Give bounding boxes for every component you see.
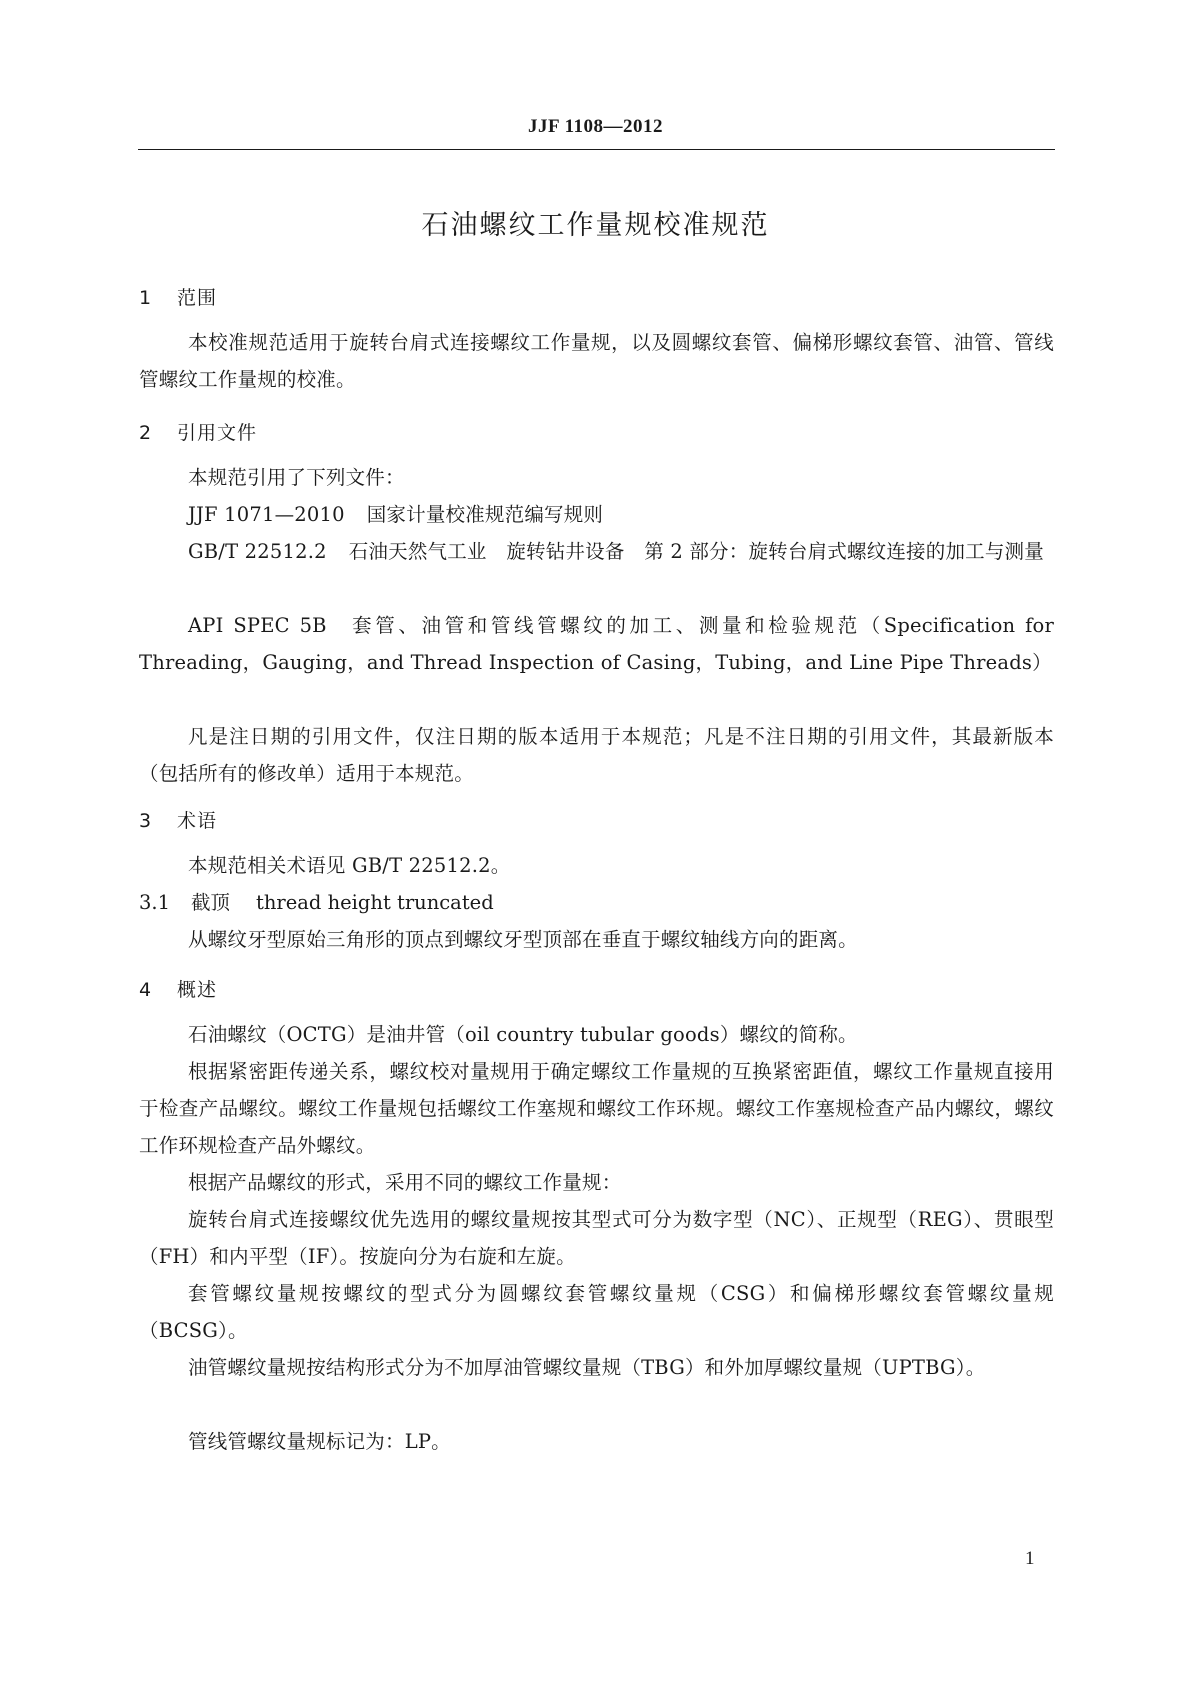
section-number: 3: [139, 810, 153, 832]
section-4-heading: [139, 975, 217, 1002]
term-number: 3.1: [139, 891, 171, 914]
reference-code: JJF 1071—2010: [188, 503, 345, 526]
section-number: 1: [139, 287, 153, 309]
reference-name: 石油天然气工业 旋转钻井设备 第 2 部分：旋转台肩式螺纹连接的加工与测量: [348, 540, 1044, 563]
term-english: thread height truncated: [256, 891, 494, 914]
header-divider: [138, 149, 1055, 150]
term-3-1: [139, 884, 1054, 921]
section-1-heading: [139, 283, 217, 310]
section-2-intro: 本规范引用了下列文件：: [188, 466, 405, 489]
section-title: 术语: [177, 810, 218, 832]
term-definition: 从螺纹牙型原始三角形的顶点到螺纹牙型顶部在垂直于螺纹轴线方向的距离。: [188, 928, 858, 951]
document-title: 石油螺纹工作量规校准规范: [421, 210, 770, 241]
term-chinese: 截顶: [191, 891, 231, 914]
reference-code: GB/T 22512.2: [188, 540, 327, 563]
section-title: 范围: [177, 287, 218, 309]
section-4-paragraph: 旋转台肩式连接螺纹优先选用的螺纹量规按其型式可分为数字型（NC）、正规型（REG）、贯眼型（FH）和内平型（IF）。按旋向分为右旋和左旋。: [139, 1208, 1054, 1268]
reference-item: [139, 607, 1054, 681]
section-4-paragraph: 根据产品螺纹的形式，采用不同的螺纹工作量规：: [188, 1171, 622, 1194]
section-title: 引用文件: [177, 422, 258, 444]
reference-code: API SPEC 5B: [188, 614, 327, 637]
reference-name: 套管、油管和管线管螺纹的加工、测量和检验规范（Specification for Threading，Gauging，and Thread Inspection of Casing，Tubing，and Line Pipe Threads）: [139, 614, 1055, 674]
section-3-heading: [139, 806, 217, 833]
section-number: 2: [139, 422, 153, 444]
section-1-paragraph: 本校准规范适用于旋转台肩式连接螺纹工作量规，以及圆螺纹套管、偏梯形螺纹套管、油管、管线管螺纹工作量规的校准。: [139, 331, 1054, 391]
reference-item: [139, 533, 1054, 570]
standard-number-header: JJF 1108—2012: [527, 116, 664, 137]
reference-name: 国家计量校准规范编写规则: [366, 503, 604, 526]
reference-item: [139, 496, 1054, 533]
section-number: 4: [139, 979, 153, 1001]
section-4-paragraph: 根据紧密距传递关系，螺纹校对量规用于确定螺纹工作量规的互换紧密距值，螺纹工作量规直接用于检查产品螺纹。螺纹工作量规包括螺纹工作塞规和螺纹工作环规。螺纹工作塞规检查产品内螺纹，螺纹工作环规检查产品外螺纹。: [139, 1060, 1054, 1157]
section-4-paragraph: 管线管螺纹量规标记为：LP。: [188, 1430, 451, 1453]
section-title: 概述: [177, 979, 218, 1001]
page-number: 1: [1025, 1548, 1035, 1569]
section-4-paragraph: 套管螺纹量规按螺纹的型式分为圆螺纹套管螺纹量规（CSG）和偏梯形螺纹套管螺纹量规（BCSG）。: [139, 1282, 1054, 1342]
section-2-heading: [139, 418, 257, 445]
section-4-paragraph: 石油螺纹（OCTG）是油井管（oil country tubular goods）螺纹的简称。: [188, 1023, 858, 1046]
section-2-note: 凡是注日期的引用文件，仅注日期的版本适用于本规范；凡是不注日期的引用文件，其最新版本（包括所有的修改单）适用于本规范。: [139, 725, 1054, 785]
section-4-paragraph: 油管螺纹量规按结构形式分为不加厚油管螺纹量规（TBG）和外加厚螺纹量规（UPTBG）。: [188, 1356, 986, 1379]
section-3-intro: 本规范相关术语见 GB/T 22512.2。: [188, 854, 511, 877]
